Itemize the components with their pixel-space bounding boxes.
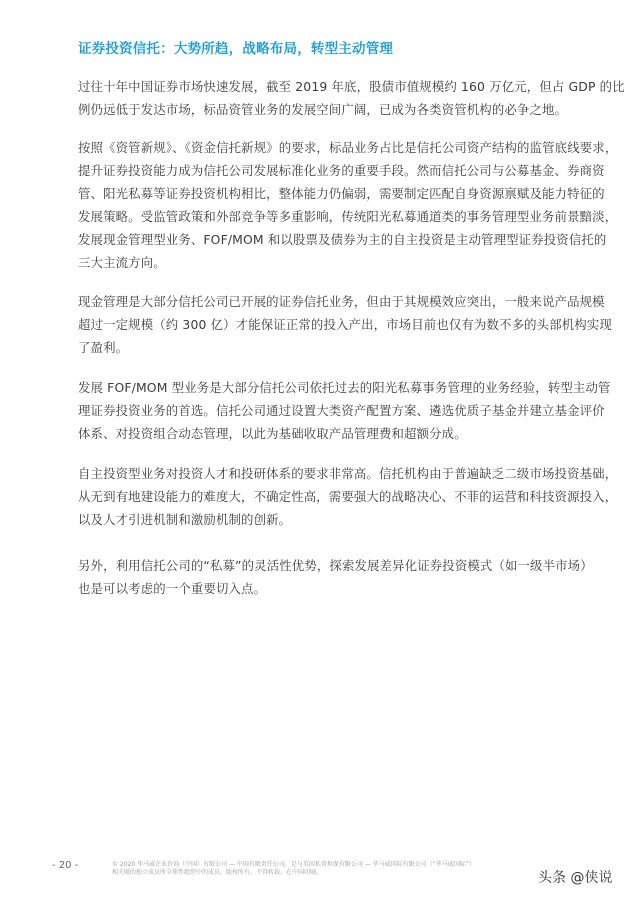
copyright-line: © 2020 毕马威企业咨询（中国）有限公司 — 中国有限责任公司，是与英国私营担保有限公司 — 毕马威国际有限公司（“毕马威国际”） — [112, 861, 475, 868]
paragraph-line: 理证券投资业务的首选。信托公司通过设置大类资产配置方案、遴选优质子基金并建立基金评价 — [78, 403, 605, 418]
paragraph-line: 三大主流方向。 — [78, 255, 166, 270]
paragraph-line: 从无到有地建设能力的难度大，不确定性高，需要强大的战略决心、不菲的运营和科技资源投入， — [78, 489, 618, 504]
paragraph-self-investment — [78, 462, 618, 531]
paragraph-line: 发展 FOF/MOM 型业务是大部分信托公司依托过去的阳光私募事务管理的业务经验，转型主动管 — [78, 380, 611, 395]
section-heading: 证券投资信托：大势所趋，战略布局，转型主动管理 — [78, 41, 394, 57]
paragraph-line: 另外，利用信托公司的“私募”的灵活性优势，探索发展差异化证券投资模式（如一级半市场） — [78, 558, 593, 573]
paragraph-line: 也是可以考虑的一个重要切入点。 — [78, 581, 267, 596]
paragraph-line: 发展现金管理型业务、FOF/MOM 和以股票及债券为主的自主投资是主动管理型证券投资信托的 — [78, 232, 607, 247]
page-number: - 20 - — [52, 860, 79, 871]
paragraph-line: 按照《资管新规》、《资金信托新规》的要求，标品业务占比是信托公司资产结构的监管底线要求， — [78, 140, 618, 155]
paragraph-line: 了盈利。 — [78, 340, 129, 355]
paragraph-private-placement-advantage — [78, 554, 593, 600]
paragraph-fof-mom — [78, 376, 611, 445]
paragraph-regulatory-requirements — [78, 136, 618, 274]
paragraph-line: 超过一定规模（约 300 亿）才能保证正常的投入产出，市场目前也仅有为数不多的头部机构实现 — [78, 317, 612, 332]
paragraph-line: 发展策略。受监管政策和外部竞争等多重影响，传统阳光私募通道类的事务管理型业务前景黯淡， — [78, 209, 618, 224]
copyright-notice — [112, 861, 532, 877]
copyright-line: 相关联的独立成员所全球性组织中的成员。版权所有，不得转载。在中国印刷。 — [112, 869, 323, 876]
paragraph-line: 现金管理是大部分信托公司已开展的证券信托业务，但由于其规模效应突出，一般来说产品规模 — [78, 294, 605, 309]
paragraph-line: 以及人才引进机制和激励机制的创新。 — [78, 512, 292, 527]
paragraph-line: 过往十年中国证券市场快速发展，截至 2019 年底，股债市值规模约 160 万亿元，但占 GDP 的比 — [78, 79, 625, 94]
paragraph-line: 体系、对投资组合动态管理，以此为基础收取产品管理费和超额分成。 — [78, 426, 467, 441]
source-watermark: 头条 @侠说 — [538, 870, 613, 886]
paragraph-line: 管、阳光私募等证券投资机构相比，整体能力仍偏弱，需要制定匹配自身资源禀赋及能力特征的 — [78, 186, 605, 201]
paragraph-line: 自主投资型业务对投资人才和投研体系的要求非常高。信托机构由于普遍缺乏二级市场投资基础， — [78, 466, 618, 481]
paragraph-line: 例仍远低于发达市场，标品资管业务的发展空间广阔，已成为各类资管机构的必争之地。 — [78, 102, 568, 117]
paragraph-line: 提升证券投资能力成为信托公司发展标准化业务的重要手段。然而信托公司与公募基金、券商资 — [78, 163, 605, 178]
paragraph-market-overview — [78, 75, 625, 121]
page-footer — [0, 852, 640, 892]
paragraph-cash-management — [78, 290, 612, 359]
